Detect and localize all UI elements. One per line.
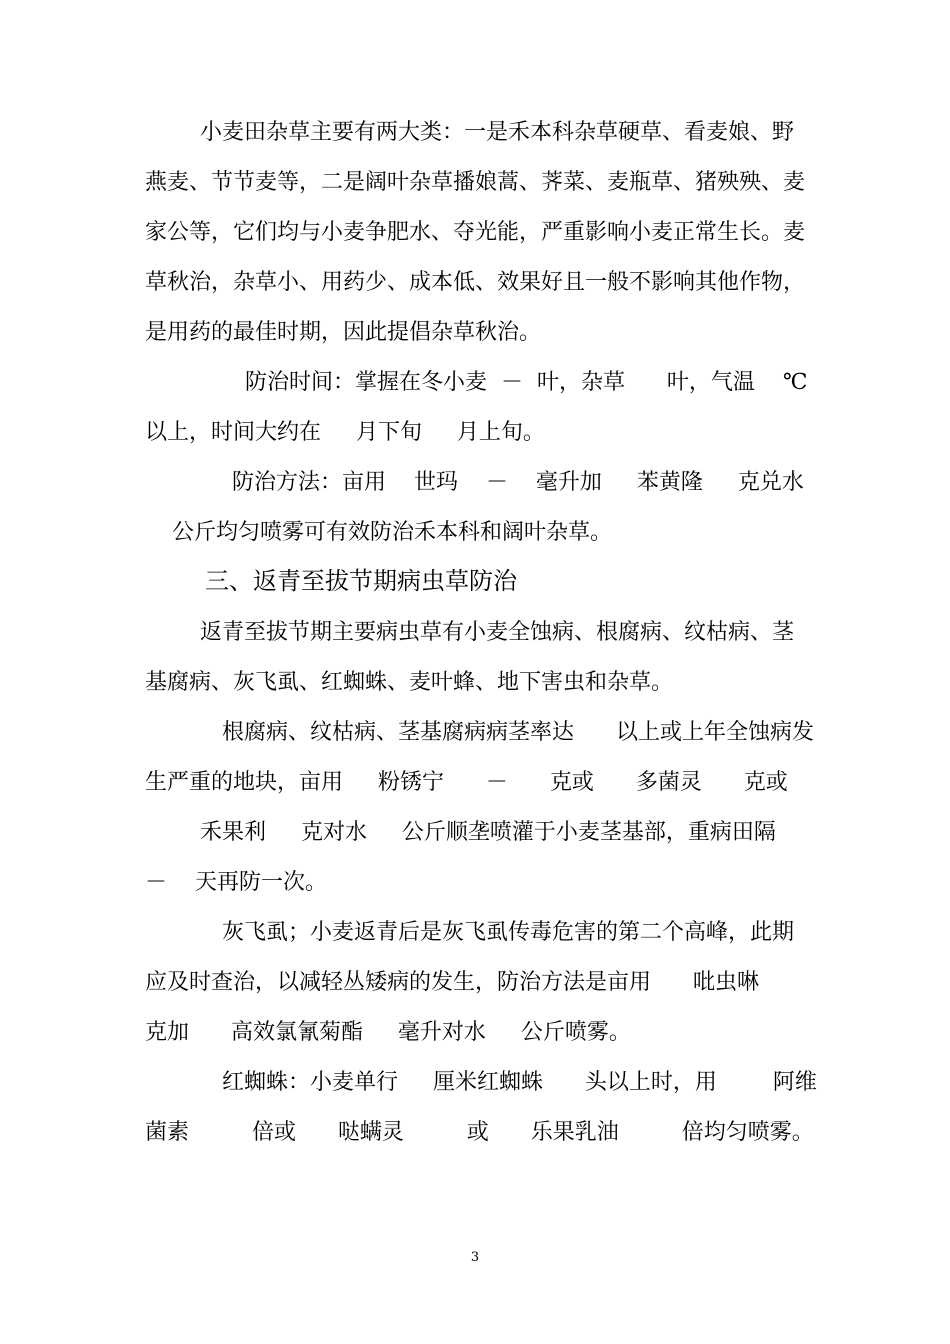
text-line: 防治时间：掌握在冬小麦 － 叶，杂草 叶，气温 ℃ <box>245 370 808 395</box>
section-heading: 三、返青至拔节期病虫草防治 <box>205 567 517 595</box>
text-line: 燕麦、节节麦等，二是阔叶杂草播娘蒿、荠菜、麦瓶草、猪殃殃、麦 <box>145 170 806 195</box>
text-line: 公斤均匀喷雾可有效防治禾本科和阔叶杂草。 <box>172 520 613 545</box>
text-line: 草秋治，杂草小、用药少、成本低、效果好且一般不影响其他作物， <box>145 270 806 295</box>
page-number: 3 <box>470 1250 480 1265</box>
text-line: － 天再防一次。 <box>145 870 327 895</box>
text-line: 基腐病、灰飞虱、红蜘蛛、麦叶蜂、地下害虫和杂草。 <box>145 670 674 695</box>
text-line: 菌素 倍或 哒螨灵 或 乐果乳油 倍均匀喷雾。 <box>145 1120 814 1145</box>
text-line: 返青至拔节期主要病虫草有小麦全蚀病、根腐病、纹枯病、茎 <box>200 620 795 645</box>
text-line: 灰飞虱；小麦返青后是灰飞虱传毒危害的第二个高峰，此期 <box>222 920 795 945</box>
text-line: 家公等，它们均与小麦争肥水、夺光能，严重影响小麦正常生长。麦 <box>145 220 806 245</box>
text-line: 克加 高效氯氰菊酯 毫升对水 公斤喷雾。 <box>145 1020 631 1045</box>
text-line: 禾果利 克对水 公斤顺垄喷灌于小麦茎基部，重病田隔 <box>200 820 776 845</box>
text-line: 是用药的最佳时期，因此提倡杂草秋治。 <box>145 320 542 345</box>
text-line: 应及时查治，以减轻丛矮病的发生，防治方法是亩用 吡虫啉 <box>145 970 759 995</box>
text-line: 根腐病、纹枯病、茎基腐病病茎率达 以上或上年全蚀病发 <box>222 720 814 745</box>
text-line: 红蜘蛛：小麦单行 厘米红蜘蛛 头以上时，用 阿维 <box>222 1070 817 1095</box>
text-line: 小麦田杂草主要有两大类：一是禾本科杂草硬草、看麦娘、野 <box>200 120 795 145</box>
text-line: 以上，时间大约在 月下旬 月上旬。 <box>145 420 545 445</box>
text-line: 防治方法：亩用 世玛 － 毫升加 苯黄隆 克兑水 <box>232 470 804 495</box>
text-line: 生严重的地块，亩用 粉锈宁 － 克或 多菌灵 克或 <box>145 770 788 795</box>
